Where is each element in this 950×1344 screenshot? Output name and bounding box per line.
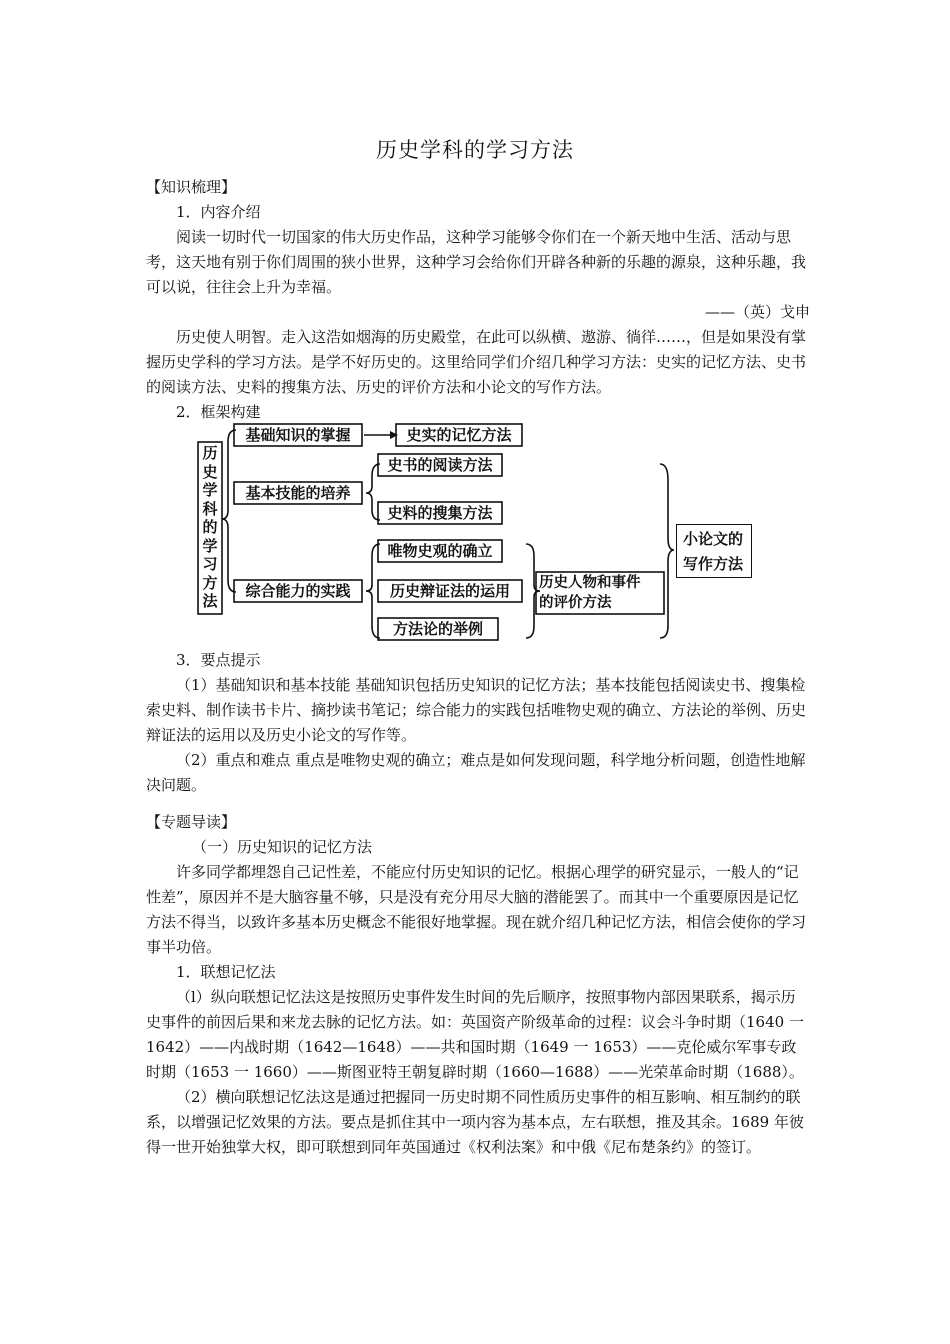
memory-label: 史实的记忆方法 [406, 426, 512, 444]
quote-attribution: ——（英）戈申 [704, 303, 810, 321]
paragraph: （2）重点和难点 重点是唯物史观的确立；难点是如何发现问题，科学地分析问题，创造性地解决问题。 [146, 751, 806, 794]
evaluation-label [539, 573, 665, 613]
intro-paragraph: 历史使人明智。走入这浩如烟海的历史殿堂，在此可以纵横、遨游、徜徉……，但是如果没有掌握历史学科的学习方法。是学不好历史的。这里给同学们介绍几种学习方法：史实的记忆方法、史书的阅读方法、史料的搜集方法、历史的评价方法和小论文的写作方法。 [146, 328, 807, 396]
subheading: 2．框架构建 [176, 403, 261, 421]
section-knowledge [146, 175, 810, 425]
evaluation-brace [526, 544, 540, 638]
level1-label: 基本技能的培养 [245, 484, 351, 502]
root-label [198, 444, 222, 611]
root-char: 法 [202, 592, 218, 610]
root-char: 科 [202, 499, 218, 518]
paragraph: 许多同学都埋怨自己记性差，不能应付历史知识的记忆。根据心理学的研究显示，一般人的“记性差”，原因并不是大脑容量不够，只是没有充分用尽大脑的潜能罢了。而其中一个重要原因是记忆方法不得当，以致许多基本历史概念不能很好地掌握。现在就介绍几种记忆方法，相信会使你的学习事半功倍。 [146, 863, 807, 956]
root-char: 学 [202, 481, 218, 499]
evaluation-line: 历史人物和事件 [539, 575, 641, 591]
essay-line: 小论文的 [683, 530, 744, 548]
subheading: 1．联想记忆法 [176, 963, 276, 981]
essay-line: 写作方法 [683, 555, 744, 573]
root-char: 习 [202, 555, 218, 573]
page-title: 历史学科的学习方法 [376, 138, 574, 162]
root-char: 史 [202, 462, 218, 481]
paragraph: （l）纵向联想记忆法这是按照历史事件发生时间的先后顺序，按照事物内部因果联系，揭示历史事件的前因后果和来龙去脉的记忆方法。如：英国资产阶级革命的过程：议会斗争时期（1640 一 1642）——内战时期（1642—1648）——共和国时期（1649 一 1653）——克伦威尔军事专政时期（1653 一 1660）——斯图亚特王朝复辟时期（1660—1688）——光荣革命时期（1688）。 [146, 988, 804, 1081]
root-brace [222, 430, 236, 592]
root-char: 的 [202, 518, 218, 536]
paragraph: （2）横向联想记忆法这是通过把握同一历史时期不同性质历史事件的相互影响、相互制约的联系，以增强记忆效果的方法。要点是抓住其中一项内容为基本点，左右联想，推及其余。1689 年彼得一世开始独掌大权，即可联想到同年英国通过《权利法案》和中俄《尼布楚条约》的签订。 [146, 1088, 804, 1156]
root-char: 历 [202, 444, 218, 462]
section-guide [146, 810, 810, 1160]
section-keypoints [146, 648, 810, 798]
practice-label: 历史辩证法的运用 [389, 582, 510, 600]
subheading: （一）历史知识的记忆方法 [192, 838, 373, 856]
subheading: 1．内容介绍 [176, 203, 261, 221]
section-heading: 【专题导读】 [146, 813, 237, 831]
root-char: 方 [202, 573, 218, 592]
quote-paragraph: 阅读一切时代一切国家的伟大历史作品，这种学习能够令你们在一个新天地中生活、活动与思考，这天地有别于你们周围的狭小世界，这种学习会给你们开辟各种新的乐趣的源泉，这种乐趣，我可以说，往往会上升为幸福。 [146, 228, 807, 296]
skills-label: 史料的搜集方法 [387, 504, 493, 522]
paragraph: （1）基础知识和基本技能 基础知识包括历史知识的记忆方法；基本技能包括阅读史书、搜集检索史料、制作读书卡片、摘抄读书笔记；综合能力的实践包括唯物史观的确立、方法论的举例、历史辩证法的运用以及历史小论文的写作等。 [146, 676, 807, 744]
essay-box [676, 524, 752, 578]
practice-label: 方法论的举例 [392, 620, 483, 638]
subheading: 3．要点提示 [176, 651, 261, 669]
evaluation-line: 的评价方法 [539, 595, 612, 611]
practice-label: 唯物史观的确立 [387, 542, 493, 560]
skills-label: 史书的阅读方法 [387, 456, 493, 474]
level1-label: 综合能力的实践 [245, 582, 351, 600]
root-char: 学 [202, 536, 218, 555]
section-heading: 【知识梳理】 [146, 178, 237, 196]
level1-label: 基础知识的掌握 [245, 426, 351, 444]
